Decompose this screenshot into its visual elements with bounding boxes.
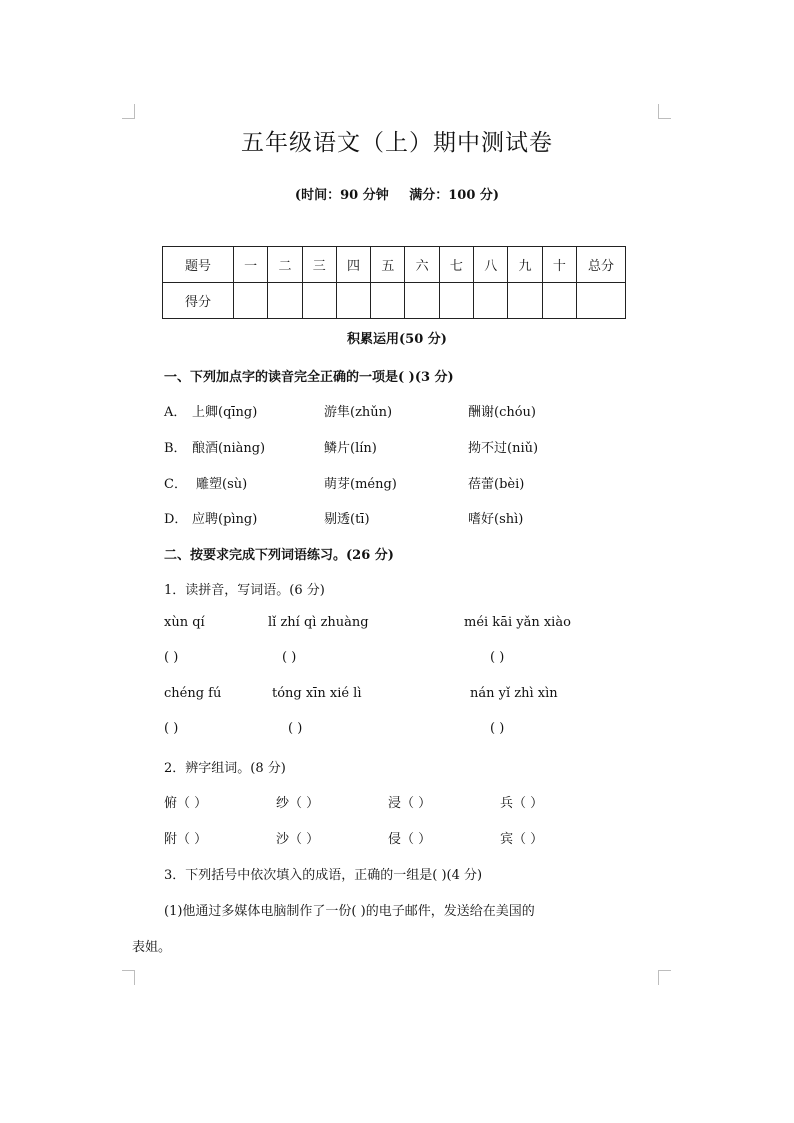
score-table-header: 题号 (163, 247, 234, 283)
score-table-cell: 三 (302, 247, 336, 283)
score-cell[interactable] (302, 283, 336, 319)
option-item: 嗜好(shì) (468, 512, 524, 527)
crop-mark-bottom-left (122, 970, 135, 985)
pinyin-item: tóng xīn xié lì (272, 686, 362, 701)
exam-full-score: 满分：100 分) (409, 188, 500, 203)
answer-blank[interactable]: ( ) (164, 721, 179, 736)
answer-blank[interactable]: ( ) (282, 650, 297, 665)
score-cell[interactable] (508, 283, 542, 319)
score-table-cell: 九 (508, 247, 542, 283)
char-pair-item[interactable]: 浸（ ） (388, 796, 432, 811)
char-pair-item[interactable]: 侵（ ） (388, 832, 432, 847)
option-item: 萌芽(méng) (324, 477, 397, 492)
option-item: 雕塑(sù) (196, 477, 248, 492)
score-table-cell: 四 (336, 247, 370, 283)
score-table-cell: 一 (234, 247, 268, 283)
char-pair-item[interactable]: 附（ ） (164, 832, 208, 847)
pinyin-item: chéng fú (164, 686, 222, 701)
score-table-cell: 八 (474, 247, 508, 283)
score-cell[interactable] (542, 283, 576, 319)
score-table-cell: 六 (405, 247, 439, 283)
subquestion-1-title: 1．读拼音，写词语。(6 分) (164, 583, 325, 598)
score-table-cell: 七 (439, 247, 473, 283)
option-b-label: B． (164, 441, 187, 456)
option-item: 游隼(zhǔn) (324, 405, 393, 420)
option-item: 上卿(qīng) (192, 405, 258, 420)
answer-blank[interactable]: ( ) (164, 650, 179, 665)
option-a-label: A． (164, 405, 187, 420)
subquestion-2-title: 2．辨字组词。(8 分) (164, 761, 286, 776)
option-c-label: C． (164, 477, 187, 492)
option-item: 酿酒(niàng) (192, 441, 266, 456)
exam-subtitle (0, 184, 794, 203)
answer-blank[interactable]: ( ) (490, 650, 505, 665)
option-item: 酬谢(chóu) (468, 405, 536, 420)
crop-mark-top-right (658, 104, 671, 119)
score-cell[interactable] (439, 283, 473, 319)
score-table-cell: 十 (542, 247, 576, 283)
char-pair-item[interactable]: 沙（ ） (276, 832, 320, 847)
pinyin-item: méi kāi yǎn xiào (464, 615, 571, 630)
subquestion-3-title: 3．下列括号中依次填入的成语，正确的一组是( )(4 分) (164, 868, 483, 883)
score-table-header: 得分 (163, 283, 234, 319)
paragraph-line: (1)他通过多媒体电脑制作了一份( )的电子邮件，发送给在美国的 (164, 904, 535, 919)
score-cell[interactable] (474, 283, 508, 319)
crop-mark-bottom-right (658, 970, 671, 985)
score-table-cell: 二 (268, 247, 302, 283)
pinyin-item: xùn qí (164, 615, 205, 630)
crop-mark-top-left (122, 104, 135, 119)
char-pair-item[interactable]: 纱（ ） (276, 796, 320, 811)
char-pair-item[interactable]: 宾（ ） (500, 832, 544, 847)
exam-time: (时间：90 分钟 (294, 188, 389, 203)
option-item: 拗不过(niǔ) (468, 441, 539, 456)
section-title: 积累运用(50 分) (347, 332, 447, 347)
option-item: 鳞片(lín) (324, 441, 377, 456)
score-cell[interactable] (371, 283, 405, 319)
score-table-row-numbers (163, 247, 626, 283)
exam-title: 五年级语文（上）期中测试卷 (241, 130, 553, 156)
option-item: 应聘(pìng) (192, 512, 258, 527)
option-item: 剔透(tī) (324, 512, 370, 527)
char-pair-item[interactable]: 俯（ ） (164, 796, 208, 811)
option-d-label: D． (164, 512, 188, 527)
paragraph-line: 表姐。 (132, 940, 172, 955)
answer-blank[interactable]: ( ) (490, 721, 505, 736)
score-table-total: 总分 (577, 247, 626, 283)
question-1-prompt: 一、下列加点字的读音完全正确的一项是( )(3 分) (164, 370, 454, 385)
score-cell[interactable] (234, 283, 268, 319)
score-cell[interactable] (405, 283, 439, 319)
score-cell[interactable] (336, 283, 370, 319)
answer-blank[interactable]: ( ) (288, 721, 303, 736)
score-table (162, 246, 626, 319)
pinyin-item: lǐ zhí qì zhuàng (268, 615, 369, 630)
char-pair-item[interactable]: 兵（ ） (500, 796, 544, 811)
question-2-prompt: 二、按要求完成下列词语练习。(26 分) (164, 548, 394, 563)
score-table-cell: 五 (371, 247, 405, 283)
pinyin-item: nán yǐ zhì xìn (470, 686, 558, 701)
score-table-row-scores (163, 283, 626, 319)
score-cell-total[interactable] (577, 283, 626, 319)
score-cell[interactable] (268, 283, 302, 319)
option-item: 蓓蕾(bèi) (468, 477, 525, 492)
